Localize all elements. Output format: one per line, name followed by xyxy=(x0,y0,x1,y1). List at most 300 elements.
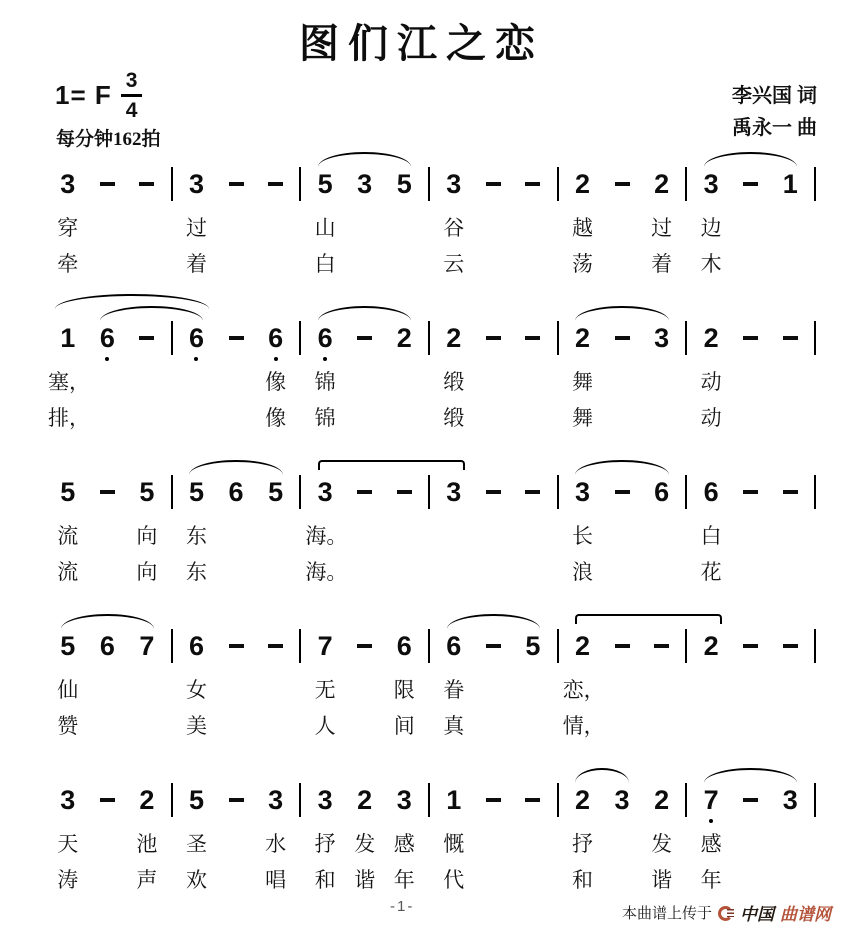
lyric-line-2: 牵 xyxy=(57,252,79,276)
note xyxy=(177,167,217,201)
note-column xyxy=(434,475,474,590)
note-column xyxy=(384,475,424,590)
note xyxy=(256,475,296,509)
lyric-line-1: 感 xyxy=(700,832,722,856)
duration-dash xyxy=(229,182,244,186)
lyric-line-2 xyxy=(731,400,771,436)
lyric-line-1: 白 xyxy=(700,524,722,548)
lyric-line-1: 池 xyxy=(136,832,158,856)
duration-dash xyxy=(357,336,372,340)
lyric-line-2: 美 xyxy=(185,714,207,738)
lyric-line-1 xyxy=(513,672,553,708)
barline xyxy=(424,629,434,663)
note xyxy=(642,629,682,663)
lyric-line-2 xyxy=(513,554,553,590)
note xyxy=(731,321,771,355)
time-signature xyxy=(121,70,143,121)
lyric-line-1 xyxy=(88,210,128,246)
lyric-line-1 xyxy=(434,518,474,554)
system-row xyxy=(48,783,820,898)
lyric-line-2 xyxy=(216,246,256,282)
barline xyxy=(553,629,563,663)
measure xyxy=(434,321,553,436)
system xyxy=(48,448,820,590)
note xyxy=(474,167,514,201)
note-digit: 2 xyxy=(654,168,670,199)
note xyxy=(88,167,128,201)
barline xyxy=(295,167,305,201)
note-column xyxy=(434,629,474,744)
time-signature-numerator: 3 xyxy=(121,70,143,97)
lyric-line-2 xyxy=(513,246,553,282)
lyric-line-1 xyxy=(384,518,424,554)
note xyxy=(127,783,167,817)
lyric-line-2 xyxy=(177,400,217,436)
barline xyxy=(424,321,434,355)
note xyxy=(770,783,810,817)
barline xyxy=(553,783,563,817)
lyric-line-2 xyxy=(602,708,642,744)
measure xyxy=(177,475,296,590)
lyric-line-2: 年 xyxy=(393,868,415,892)
measure xyxy=(305,167,424,282)
lyric-line-1 xyxy=(770,210,810,246)
note-column xyxy=(384,321,424,436)
lyric-line-2 xyxy=(642,708,682,744)
lyric-line-1: 限 xyxy=(393,678,415,702)
note xyxy=(731,475,771,509)
lyric-line-2 xyxy=(602,554,642,590)
duration-dash xyxy=(139,182,154,186)
barline xyxy=(295,629,305,663)
upload-text: 本曲谱上传于 xyxy=(621,905,712,922)
note-digit: 6 xyxy=(100,325,115,352)
note-column xyxy=(345,629,385,744)
lyric-line-1 xyxy=(384,210,424,246)
note xyxy=(513,629,553,663)
note xyxy=(691,783,731,817)
note-column xyxy=(731,167,771,282)
barline xyxy=(424,783,434,817)
note xyxy=(691,475,731,509)
key-signature xyxy=(55,70,142,121)
note-digit: 1 xyxy=(60,322,76,353)
note-column xyxy=(642,475,682,590)
note-digit: 3 xyxy=(396,784,412,815)
lyric-line-2: 欢 xyxy=(185,868,207,892)
lyric-line-2: 年 xyxy=(700,868,722,892)
note-digit: 3 xyxy=(614,784,630,815)
lyric-line-1: 无 xyxy=(314,678,336,702)
note xyxy=(434,321,474,355)
note xyxy=(642,783,682,817)
note-column xyxy=(216,629,256,744)
duration-dash xyxy=(743,490,758,494)
system-row xyxy=(48,167,820,282)
note-column xyxy=(770,629,810,744)
slur-arc xyxy=(61,614,154,629)
note-digit: 2 xyxy=(574,630,590,661)
lyric-line-2: 花 xyxy=(700,560,722,584)
note xyxy=(602,321,642,355)
note-column xyxy=(384,167,424,282)
note-digit: 3 xyxy=(654,322,670,353)
lyric-line-1 xyxy=(642,518,682,554)
lyric-line-2 xyxy=(731,246,771,282)
note xyxy=(563,629,603,663)
note xyxy=(691,167,731,201)
note-column xyxy=(48,475,88,590)
note xyxy=(216,321,256,355)
note-column xyxy=(474,167,514,282)
lyric-line-2 xyxy=(384,554,424,590)
note-column xyxy=(305,167,345,282)
lyric-line-1 xyxy=(127,364,167,400)
measure xyxy=(434,629,553,744)
lyric-line-2 xyxy=(345,708,385,744)
note-digit: 7 xyxy=(139,630,155,661)
lyric-line-2: 谐 xyxy=(354,868,376,892)
note-column xyxy=(88,475,128,590)
duration-dash xyxy=(743,644,758,648)
note-column xyxy=(216,321,256,436)
note xyxy=(256,167,296,201)
note-digit: 2 xyxy=(654,784,670,815)
lyric-line-1: 山 xyxy=(314,216,336,240)
lyric-line-2 xyxy=(216,708,256,744)
tempo-marking: 每分钟162拍 xyxy=(56,129,161,150)
lyric-line-2 xyxy=(474,862,514,898)
note-column xyxy=(434,167,474,282)
measure xyxy=(563,783,682,898)
note-digit: 2 xyxy=(574,168,590,199)
system xyxy=(48,294,820,436)
note-column xyxy=(177,629,217,744)
note-column xyxy=(474,321,514,436)
lyric-line-1 xyxy=(731,672,771,708)
lyric-line-1: 越 xyxy=(571,216,593,240)
note xyxy=(48,475,88,509)
lyric-line-1 xyxy=(770,672,810,708)
note xyxy=(88,321,128,355)
note xyxy=(384,783,424,817)
composer-credit: 禹永一 曲 xyxy=(732,117,817,139)
lyric-line-1 xyxy=(216,826,256,862)
barline xyxy=(553,321,563,355)
note-column xyxy=(127,475,167,590)
note xyxy=(770,629,810,663)
lyric-line-2 xyxy=(770,554,810,590)
note-column xyxy=(48,167,88,282)
lyric-line-2 xyxy=(691,708,731,744)
note xyxy=(177,321,217,355)
note xyxy=(216,475,256,509)
duration-dash xyxy=(486,798,501,802)
measure xyxy=(48,321,167,436)
lyric-line-1: 缎 xyxy=(443,370,465,394)
lyric-line-1 xyxy=(513,826,553,862)
measure xyxy=(563,629,682,744)
duration-dash xyxy=(486,182,501,186)
note-digit: 3 xyxy=(268,784,284,815)
note-column xyxy=(48,629,88,744)
lyric-line-2: 涛 xyxy=(57,868,79,892)
barline xyxy=(295,475,305,509)
slur-arc xyxy=(318,152,411,167)
note-digit: 6 xyxy=(268,325,283,352)
lyric-line-1: 像 xyxy=(265,370,287,394)
note xyxy=(770,321,810,355)
note-digit: 3 xyxy=(188,168,204,199)
note-digit: 3 xyxy=(60,168,76,199)
lyric-line-1: 眷 xyxy=(443,678,465,702)
note-digit: 6 xyxy=(228,476,244,507)
note xyxy=(563,321,603,355)
note-digit: 3 xyxy=(703,168,719,199)
lyric-line-2 xyxy=(474,554,514,590)
lyric-line-2: 着 xyxy=(185,252,207,276)
lyric-line-2 xyxy=(731,862,771,898)
duration-dash xyxy=(743,182,758,186)
note-digit: 5 xyxy=(396,168,412,199)
note xyxy=(48,167,88,201)
slur-arc xyxy=(575,460,668,475)
lyric-line-1: 舞 xyxy=(571,370,593,394)
lyric-line-2 xyxy=(642,554,682,590)
duration-dash xyxy=(486,644,501,648)
lyric-line-1: 感 xyxy=(393,832,415,856)
lyric-line-1 xyxy=(642,672,682,708)
lyric-line-1 xyxy=(384,364,424,400)
note xyxy=(731,629,771,663)
lyric-line-1 xyxy=(731,210,771,246)
lyric-line-1: 过 xyxy=(185,216,207,240)
note-digit: 5 xyxy=(188,784,204,815)
note-column xyxy=(216,475,256,590)
slur-arc xyxy=(189,460,282,475)
measure xyxy=(691,167,810,282)
note-column xyxy=(88,321,128,436)
lyric-line-1 xyxy=(770,364,810,400)
note-column xyxy=(256,475,296,590)
note xyxy=(177,475,217,509)
lyric-line-2 xyxy=(88,708,128,744)
measure xyxy=(691,475,810,590)
note xyxy=(691,629,731,663)
lyric-line-2 xyxy=(642,400,682,436)
note-digit: 2 xyxy=(574,322,590,353)
note-column xyxy=(256,167,296,282)
lyric-line-1 xyxy=(88,826,128,862)
lyric-line-2 xyxy=(88,400,128,436)
note xyxy=(642,321,682,355)
note xyxy=(770,167,810,201)
slur-arc xyxy=(55,294,210,309)
system xyxy=(48,140,820,282)
note-column xyxy=(642,167,682,282)
note-digit: 6 xyxy=(189,325,204,352)
lyricist-credit: 李兴国 词 xyxy=(732,85,817,107)
lyric-line-1: 仙 xyxy=(57,678,79,702)
lyric-line-2 xyxy=(345,554,385,590)
note-column xyxy=(434,783,474,898)
measure xyxy=(48,475,167,590)
note xyxy=(305,475,345,509)
system-row xyxy=(48,321,820,436)
lyric-line-1 xyxy=(731,364,771,400)
note xyxy=(434,783,474,817)
lyric-line-1: 抒 xyxy=(571,832,593,856)
lyric-line-2 xyxy=(345,400,385,436)
lyric-line-1 xyxy=(602,210,642,246)
note-column xyxy=(216,783,256,898)
slur-arc xyxy=(704,152,797,167)
note-column xyxy=(48,321,88,436)
note-digit: 5 xyxy=(60,630,76,661)
measure xyxy=(434,475,553,590)
note xyxy=(384,167,424,201)
note xyxy=(563,783,603,817)
lyric-line-2: 流 xyxy=(57,560,79,584)
measure xyxy=(563,321,682,436)
lyric-line-1: 圣 xyxy=(185,832,207,856)
measure xyxy=(691,783,810,898)
note-digit: 1 xyxy=(782,168,798,199)
note xyxy=(602,167,642,201)
lyric-line-1: 穿 xyxy=(57,216,79,240)
note-column xyxy=(345,321,385,436)
lyric-line-2: 动 xyxy=(700,406,722,430)
note-digit: 2 xyxy=(396,322,412,353)
note xyxy=(88,783,128,817)
note-digit: 6 xyxy=(446,630,462,661)
note-column xyxy=(513,475,553,590)
lyric-line-1 xyxy=(474,672,514,708)
measure xyxy=(48,167,167,282)
duration-dash xyxy=(743,336,758,340)
duration-dash xyxy=(100,182,115,186)
note xyxy=(474,475,514,509)
duration-dash xyxy=(783,490,798,494)
note xyxy=(474,321,514,355)
lyric-line-1: 海。 xyxy=(305,524,348,548)
note-column xyxy=(434,321,474,436)
duration-dash xyxy=(268,644,283,648)
note-digit: 3 xyxy=(446,476,462,507)
note-column xyxy=(474,629,514,744)
lyric-line-2 xyxy=(256,554,296,590)
lyric-line-1 xyxy=(770,826,810,862)
note xyxy=(474,783,514,817)
note-column xyxy=(770,167,810,282)
duration-dash xyxy=(615,336,630,340)
note-digit: 2 xyxy=(139,784,155,815)
duration-dash xyxy=(100,490,115,494)
barline xyxy=(167,167,177,201)
lyric-line-1 xyxy=(602,364,642,400)
note-digit: 5 xyxy=(525,630,541,661)
note xyxy=(434,629,474,663)
note-column xyxy=(563,167,603,282)
note-column xyxy=(642,783,682,898)
note xyxy=(602,475,642,509)
barline xyxy=(167,475,177,509)
barline xyxy=(681,167,691,201)
lyric-line-2: 着 xyxy=(651,252,673,276)
duration-dash xyxy=(525,798,540,802)
duration-dash xyxy=(229,644,244,648)
note xyxy=(345,475,385,509)
lyric-line-1 xyxy=(731,518,771,554)
note-column xyxy=(384,629,424,744)
lyric-line-1 xyxy=(513,364,553,400)
note xyxy=(563,475,603,509)
note-column xyxy=(127,629,167,744)
barline xyxy=(810,783,820,817)
note-column xyxy=(345,167,385,282)
lyric-line-1 xyxy=(602,826,642,862)
lyric-line-2: 情， xyxy=(562,714,605,738)
lyric-line-2 xyxy=(88,554,128,590)
duration-dash xyxy=(357,644,372,648)
note-column xyxy=(305,475,348,590)
note-column xyxy=(305,629,345,744)
note-digit: 7 xyxy=(704,787,719,814)
note xyxy=(256,783,296,817)
lyric-line-2: 和 xyxy=(314,868,336,892)
lyric-line-1: 东 xyxy=(185,524,207,548)
note xyxy=(88,475,128,509)
note-digit: 6 xyxy=(654,476,670,507)
note-column xyxy=(345,475,385,590)
lyric-line-1 xyxy=(642,364,682,400)
lyric-line-2 xyxy=(770,246,810,282)
song-title: 图们江之恋 xyxy=(299,21,544,66)
note-column xyxy=(691,167,731,282)
note-column xyxy=(731,475,771,590)
lyric-line-1: 发 xyxy=(651,832,673,856)
note xyxy=(48,783,88,817)
note xyxy=(384,475,424,509)
lyric-line-1 xyxy=(216,518,256,554)
lyric-line-1 xyxy=(88,364,128,400)
barline xyxy=(681,629,691,663)
note-digit: 6 xyxy=(703,476,719,507)
barline xyxy=(681,321,691,355)
barline xyxy=(810,475,820,509)
octave-dot xyxy=(274,357,278,361)
duration-dash xyxy=(654,644,669,648)
barline xyxy=(295,321,305,355)
note-column xyxy=(256,321,296,436)
lyric-line-2: 代 xyxy=(443,868,465,892)
note-column xyxy=(177,167,217,282)
lyric-line-1 xyxy=(256,210,296,246)
lyric-line-1 xyxy=(513,518,553,554)
barline xyxy=(424,167,434,201)
lyric-line-2 xyxy=(602,862,642,898)
lyric-line-1 xyxy=(127,672,167,708)
note xyxy=(474,629,514,663)
measure xyxy=(305,629,424,744)
lyric-line-2 xyxy=(256,246,296,282)
barline xyxy=(681,783,691,817)
note-digit: 7 xyxy=(317,630,333,661)
note-column xyxy=(563,475,603,590)
lyric-line-2 xyxy=(127,246,167,282)
note-column xyxy=(691,321,731,436)
measure xyxy=(177,783,296,898)
